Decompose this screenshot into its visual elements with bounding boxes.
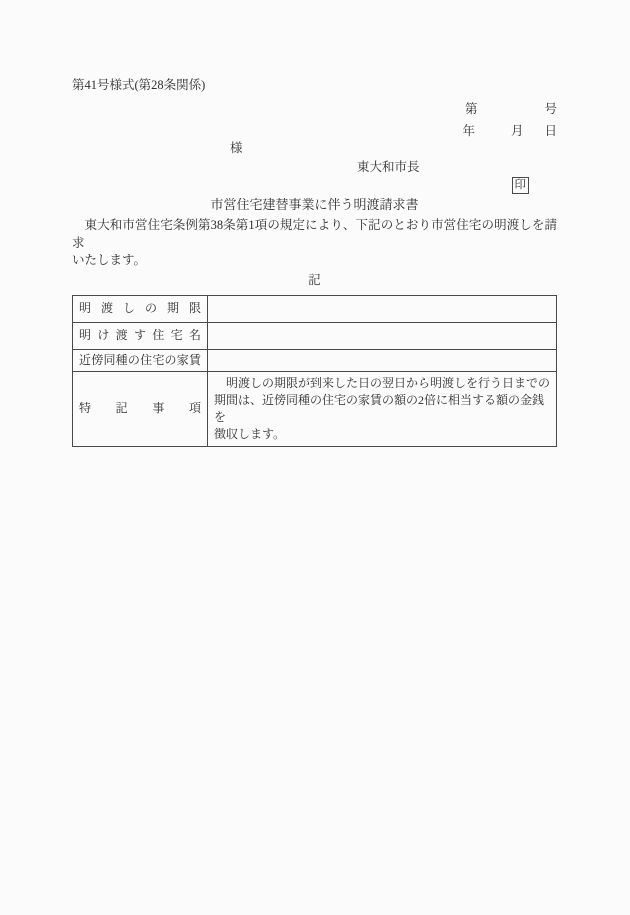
seal-line: [72, 177, 557, 195]
date-year-label: 年: [462, 124, 475, 138]
seal-mark: 印: [512, 177, 530, 194]
row-value-vacate-deadline: [208, 295, 557, 322]
doc-number-suffix: 号: [544, 102, 557, 116]
row-label-special-notes: 特記事項: [73, 371, 208, 446]
document-content: [72, 79, 557, 447]
row-label-comparable-rent: 近傍同種の住宅の家賃: [73, 349, 208, 371]
document-number-line: [72, 103, 557, 116]
sender-line: [72, 161, 557, 174]
date-month-label: 月: [510, 124, 524, 138]
body-paragraph: 東大和市営住宅条例第38条第1項の規定により、下記のとおり市営住宅の明渡しを請求 いたします。: [72, 218, 557, 267]
table-row-special-notes: [73, 371, 557, 446]
form-number: 第41号様式(第28条関係): [72, 78, 206, 92]
row-label-vacate-deadline: 明渡しの期限: [73, 295, 208, 322]
date-day-label: 日: [544, 124, 557, 138]
doc-number-prefix: 第: [464, 102, 478, 116]
table-row-housing-name: [73, 322, 557, 349]
document-title: 市営住宅建替事業に伴う明渡請求書: [210, 197, 419, 212]
request-details-table: [72, 295, 557, 447]
row-value-special-notes: 明渡しの期限が到来した日の翌日から明渡しを行う日までの 期間は、近傍同種の住宅の家賃の額の2倍に相当する額の金銭を 徴収します。: [208, 371, 557, 446]
row-label-housing-name: 明け渡す住宅名: [73, 322, 208, 349]
sender-name: 東大和市長: [357, 160, 420, 174]
addressee-honorific: 様: [230, 141, 243, 155]
addressee-line: [72, 142, 557, 155]
record-marker: 記: [308, 272, 321, 287]
table-row-vacate-deadline: [73, 295, 557, 322]
table-row-comparable-rent: [73, 349, 557, 371]
row-value-comparable-rent: [208, 349, 557, 371]
date-line: [72, 125, 557, 138]
row-value-housing-name: [208, 322, 557, 349]
